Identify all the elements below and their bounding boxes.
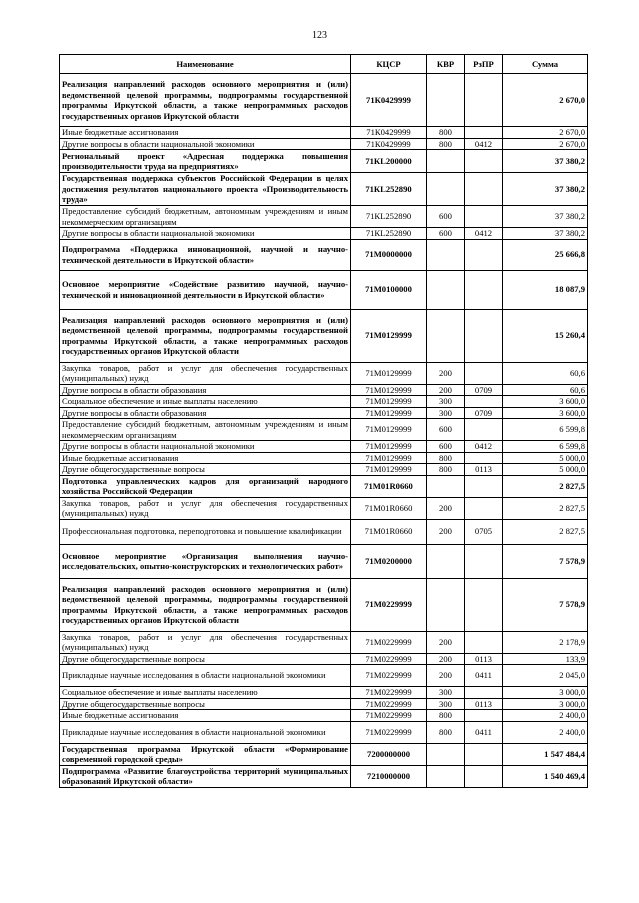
table-row (60, 452, 588, 464)
cell-sum: 6 599,8 (503, 419, 588, 441)
cell-kvr: 800 (427, 138, 465, 150)
cell-kvr: 300 (427, 698, 465, 710)
cell-name: Региональный проект «Адресная поддержка повышения производительности труда на предприятиях» (60, 150, 351, 173)
table-header-row (60, 55, 588, 74)
table-row (60, 228, 588, 240)
cell-kvr: 200 (427, 665, 465, 687)
cell-kvr: 800 (427, 721, 465, 743)
cell-name: Иные бюджетные ассигнования (60, 710, 351, 722)
table-row (60, 396, 588, 408)
cell-kcsr: 71М0229999 (351, 721, 427, 743)
cell-name: Другие общегосударственные вопросы (60, 698, 351, 710)
cell-rzpr: 0412 (465, 228, 503, 240)
cell-kcsr: 71М0100000 (351, 270, 427, 309)
cell-kcsr: 71М0229999 (351, 665, 427, 687)
cell-kvr: 600 (427, 441, 465, 453)
cell-kvr: 200 (427, 631, 465, 653)
cell-kcsr: 71М01R0660 (351, 475, 427, 497)
cell-name: Закупка товаров, работ и услуг для обеспечения государственных (муниципальных) нужд (60, 362, 351, 384)
cell-kvr (427, 475, 465, 497)
cell-name: Предоставление субсидий бюджетным, автономным учреждениям и иным некоммерческим организациям (60, 419, 351, 441)
cell-name: Другие вопросы в области образования (60, 384, 351, 396)
table-row (60, 710, 588, 722)
cell-kcsr: 71М0129999 (351, 464, 427, 476)
cell-kcsr: 71К0429999 (351, 138, 427, 150)
cell-rzpr: 0113 (465, 653, 503, 665)
table-row (60, 665, 588, 687)
cell-kcsr: 71К0429999 (351, 74, 427, 127)
cell-sum: 133,9 (503, 653, 588, 665)
cell-name: Другие общегосударственные вопросы (60, 464, 351, 476)
cell-rzpr (465, 631, 503, 653)
table-row (60, 497, 588, 519)
cell-sum: 2 045,0 (503, 665, 588, 687)
cell-kcsr: 71М0200000 (351, 544, 427, 578)
cell-rzpr (465, 687, 503, 699)
table-row (60, 384, 588, 396)
cell-rzpr: 0709 (465, 407, 503, 419)
cell-kcsr: 71М0000000 (351, 239, 427, 270)
cell-sum: 3 600,0 (503, 407, 588, 419)
cell-sum: 2 400,0 (503, 721, 588, 743)
table-row (60, 441, 588, 453)
cell-sum: 1 540 469,4 (503, 765, 588, 787)
cell-kcsr: 71М0229999 (351, 631, 427, 653)
cell-rzpr (465, 239, 503, 270)
cell-sum: 2 827,5 (503, 497, 588, 519)
cell-rzpr (465, 173, 503, 206)
table-row (60, 138, 588, 150)
cell-kvr: 200 (427, 362, 465, 384)
cell-kvr: 200 (427, 497, 465, 519)
cell-rzpr (465, 544, 503, 578)
budget-table (59, 54, 588, 788)
table-row (60, 631, 588, 653)
cell-name: Другие общегосударственные вопросы (60, 653, 351, 665)
cell-rzpr: 0412 (465, 138, 503, 150)
cell-kcsr: 71М0129999 (351, 384, 427, 396)
table-row (60, 475, 588, 497)
cell-rzpr (465, 150, 503, 173)
table-row (60, 464, 588, 476)
cell-kcsr: 71М01R0660 (351, 519, 427, 544)
cell-kcsr: 7210000000 (351, 765, 427, 787)
cell-sum: 25 666,8 (503, 239, 588, 270)
cell-sum: 3 000,0 (503, 698, 588, 710)
cell-rzpr: 0113 (465, 698, 503, 710)
cell-kcsr: 71М0229999 (351, 698, 427, 710)
cell-kvr (427, 173, 465, 206)
cell-name: Государственная поддержка субъектов Российской Федерации в целях достижения результатов национального проекта «Производительность труда» (60, 173, 351, 206)
cell-kvr (427, 578, 465, 631)
cell-kvr: 300 (427, 396, 465, 408)
cell-rzpr (465, 475, 503, 497)
cell-kcsr: 71М0129999 (351, 419, 427, 441)
table-row (60, 687, 588, 699)
cell-rzpr (465, 710, 503, 722)
cell-kvr (427, 239, 465, 270)
cell-name: Реализация направлений расходов основного мероприятия и (или) ведомственной целевой программы, подпрограммы государственной программы Иркутской области, а также непрограммных расходов государственных органов Иркутской области (60, 74, 351, 127)
cell-kvr: 800 (427, 452, 465, 464)
cell-rzpr (465, 765, 503, 787)
cell-kvr (427, 74, 465, 127)
cell-rzpr (465, 497, 503, 519)
cell-rzpr (465, 206, 503, 228)
cell-kvr (427, 743, 465, 765)
cell-rzpr (465, 74, 503, 127)
table-row (60, 173, 588, 206)
cell-name: Подготовка управленческих кадров для организаций народного хозяйства Российской Федерации (60, 475, 351, 497)
cell-sum: 2 670,0 (503, 74, 588, 127)
cell-name: Закупка товаров, работ и услуг для обеспечения государственных (муниципальных) нужд (60, 631, 351, 653)
cell-sum: 37 380,2 (503, 228, 588, 240)
cell-sum: 2 178,9 (503, 631, 588, 653)
table-row (60, 407, 588, 419)
cell-kcsr: 71М0229999 (351, 687, 427, 699)
cell-name: Иные бюджетные ассигнования (60, 452, 351, 464)
cell-rzpr (465, 419, 503, 441)
cell-name: Другие вопросы в области национальной экономики (60, 138, 351, 150)
table-body (60, 74, 588, 788)
table-row (60, 653, 588, 665)
cell-rzpr (465, 452, 503, 464)
cell-name: Профессиональная подготовка, переподготовка и повышение квалификации (60, 519, 351, 544)
cell-rzpr (465, 127, 503, 139)
cell-sum: 18 087,9 (503, 270, 588, 309)
cell-kvr: 600 (427, 228, 465, 240)
cell-sum: 2 670,0 (503, 138, 588, 150)
table-row (60, 519, 588, 544)
cell-rzpr: 0411 (465, 721, 503, 743)
cell-rzpr (465, 578, 503, 631)
cell-kcsr: 7200000000 (351, 743, 427, 765)
cell-name: Социальное обеспечение и иные выплаты населению (60, 396, 351, 408)
cell-sum: 15 260,4 (503, 309, 588, 362)
cell-rzpr: 0705 (465, 519, 503, 544)
cell-name: Реализация направлений расходов основного мероприятия и (или) ведомственной целевой программы, подпрограммы государственной программы Иркутской области, а также непрограммных расходов государственных органов Иркутской области (60, 309, 351, 362)
cell-kcsr: 71М0129999 (351, 441, 427, 453)
cell-kcsr: 71М0129999 (351, 362, 427, 384)
cell-sum: 2 670,0 (503, 127, 588, 139)
table-row (60, 362, 588, 384)
cell-sum: 3 600,0 (503, 396, 588, 408)
table-row (60, 74, 588, 127)
cell-name: Подпрограмма «Развитие благоустройства территорий муниципальных образований Иркутской области» (60, 765, 351, 787)
cell-sum: 37 380,2 (503, 206, 588, 228)
cell-name: Закупка товаров, работ и услуг для обеспечения государственных (муниципальных) нужд (60, 497, 351, 519)
cell-name: Другие вопросы в области национальной экономики (60, 441, 351, 453)
cell-kcsr: 71М0129999 (351, 309, 427, 362)
cell-rzpr: 0411 (465, 665, 503, 687)
cell-rzpr (465, 270, 503, 309)
cell-rzpr (465, 362, 503, 384)
table-row (60, 578, 588, 631)
cell-sum: 5 000,0 (503, 452, 588, 464)
cell-name: Социальное обеспечение и иные выплаты населению (60, 687, 351, 699)
cell-name: Реализация направлений расходов основного мероприятия и (или) ведомственной целевой программы, подпрограммы государственной программы Иркутской области, а также непрограммных расходов государственных органов Иркутской области (60, 578, 351, 631)
cell-kvr (427, 544, 465, 578)
cell-name: Государственная программа Иркутской области «Формирование современной городской среды» (60, 743, 351, 765)
header-kcsr: КЦСР (351, 55, 427, 74)
cell-rzpr (465, 396, 503, 408)
table-row (60, 544, 588, 578)
cell-kcsr: 71КL252890 (351, 206, 427, 228)
header-name: Наименование (60, 55, 351, 74)
cell-kcsr: 71М0129999 (351, 452, 427, 464)
cell-kcsr: 71К0429999 (351, 127, 427, 139)
cell-kcsr: 71М0129999 (351, 396, 427, 408)
cell-kvr (427, 270, 465, 309)
table-row (60, 150, 588, 173)
cell-kvr: 200 (427, 653, 465, 665)
cell-name: Прикладные научные исследования в области национальной экономики (60, 665, 351, 687)
cell-sum: 5 000,0 (503, 464, 588, 476)
cell-kcsr: 71М0229999 (351, 653, 427, 665)
cell-kcsr: 71М0129999 (351, 407, 427, 419)
cell-kcsr: 71КL200000 (351, 150, 427, 173)
cell-sum: 2 400,0 (503, 710, 588, 722)
cell-kcsr: 71КL252890 (351, 173, 427, 206)
cell-kvr: 600 (427, 206, 465, 228)
cell-name: Иные бюджетные ассигнования (60, 127, 351, 139)
cell-sum: 37 380,2 (503, 150, 588, 173)
cell-name: Другие вопросы в области национальной экономики (60, 228, 351, 240)
cell-sum: 7 578,9 (503, 578, 588, 631)
page-number: 123 (312, 30, 327, 41)
cell-sum: 6 599,8 (503, 441, 588, 453)
cell-name: Прикладные научные исследования в области национальной экономики (60, 721, 351, 743)
table-row (60, 270, 588, 309)
cell-kvr (427, 309, 465, 362)
cell-name: Подпрограмма «Поддержка инновационной, научной и научно-технической деятельности в Иркутской области» (60, 239, 351, 270)
table-row (60, 765, 588, 787)
cell-kvr: 300 (427, 407, 465, 419)
header-sum: Сумма (503, 55, 588, 74)
cell-kvr: 800 (427, 464, 465, 476)
cell-kvr: 600 (427, 419, 465, 441)
cell-rzpr: 0412 (465, 441, 503, 453)
table-row (60, 419, 588, 441)
cell-sum: 2 827,5 (503, 475, 588, 497)
cell-kvr: 800 (427, 710, 465, 722)
cell-rzpr: 0113 (465, 464, 503, 476)
cell-kvr: 200 (427, 384, 465, 396)
cell-kvr (427, 765, 465, 787)
table-row (60, 698, 588, 710)
cell-sum: 2 827,5 (503, 519, 588, 544)
cell-name: Основное мероприятие «Содействие развитию научной, научно-технической и инновационной деятельности в Иркутской области» (60, 270, 351, 309)
table-row (60, 743, 588, 765)
table-row (60, 309, 588, 362)
table-row (60, 127, 588, 139)
cell-kcsr: 71КL252890 (351, 228, 427, 240)
cell-sum: 7 578,9 (503, 544, 588, 578)
cell-kvr: 300 (427, 687, 465, 699)
cell-kcsr: 71М01R0660 (351, 497, 427, 519)
cell-kcsr: 71М0229999 (351, 710, 427, 722)
cell-name: Предоставление субсидий бюджетным, автономным учреждениям и иным некоммерческим организациям (60, 206, 351, 228)
cell-name: Другие вопросы в области образования (60, 407, 351, 419)
cell-kvr: 800 (427, 127, 465, 139)
cell-sum: 1 547 484,4 (503, 743, 588, 765)
cell-name: Основное мероприятие «Организация выполнения научно-исследовательских, опытно-конструкторских и технологических работ» (60, 544, 351, 578)
cell-kcsr: 71М0229999 (351, 578, 427, 631)
cell-sum: 60,6 (503, 362, 588, 384)
table-row (60, 239, 588, 270)
cell-sum: 60,6 (503, 384, 588, 396)
cell-rzpr (465, 309, 503, 362)
table-row (60, 206, 588, 228)
cell-rzpr: 0709 (465, 384, 503, 396)
cell-sum: 37 380,2 (503, 173, 588, 206)
cell-kvr: 200 (427, 519, 465, 544)
header-rzpr: РзПР (465, 55, 503, 74)
table-row (60, 721, 588, 743)
header-kvr: КВР (427, 55, 465, 74)
cell-kvr (427, 150, 465, 173)
cell-rzpr (465, 743, 503, 765)
cell-sum: 3 000,0 (503, 687, 588, 699)
